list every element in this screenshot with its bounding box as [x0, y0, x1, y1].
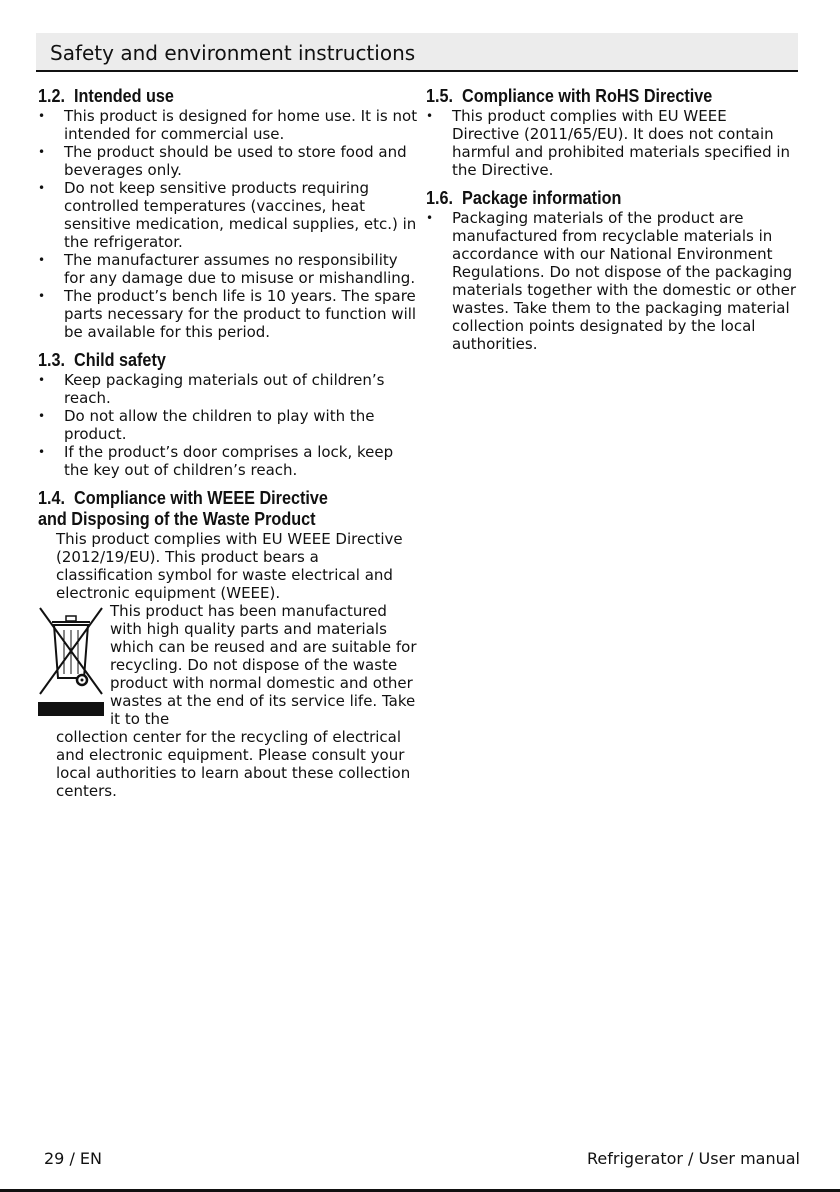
list-item: • The product should be used to store food and beverages only.	[38, 143, 418, 179]
section-heading-package: 1.6. Package information	[426, 188, 622, 208]
list-item: • This product is designed for home use. It is not intended for commercial use.	[38, 107, 418, 143]
section-heading-weee: 1.4. Compliance with WEEE Directive	[38, 488, 328, 508]
list-item: • Packaging materials of the product are manufactured from recyclable materials in accordance with our National Environment Regulations. Do not dispose of the packaging materials together with the domestic or other wastes. Take them to the packaging material collection points designated by the local authorities.	[426, 209, 798, 353]
list-item: • The product’s bench life is 10 years. The spare parts necessary for the product to function will be available for this period.	[38, 287, 418, 341]
weee-intro: This product complies with EU WEEE Directive (2012/19/EU). This product bears a classification symbol for waste electrical and electronic equipment (WEEE).	[56, 530, 403, 602]
left-column	[38, 86, 418, 800]
section-heading-weee-line2: and Disposing of the Waste Product	[38, 509, 316, 529]
list-item: • Keep packaging materials out of children’s reach.	[38, 371, 418, 407]
list-item: • Do not keep sensitive products requiring controlled temperatures (vaccines, heat sensitive medication, medical supplies, etc.) in the refrigerator.	[38, 179, 418, 251]
weee-block	[38, 602, 418, 728]
weee-body-tail: collection center for the recycling of electrical and electronic equipment. Please consult your local authorities to learn about these collection centers.	[56, 728, 411, 800]
page-title: Safety and environment instructions	[50, 41, 416, 65]
section-heading-intended-use: 1.2. Intended use	[38, 86, 174, 106]
section-heading-rohs: 1.5. Compliance with RoHS Directive	[426, 86, 713, 106]
crossed-out-wheelie-bin-icon	[38, 606, 104, 716]
list-item: • Do not allow the children to play with the product.	[38, 407, 418, 443]
right-column	[426, 86, 798, 353]
list-item: • If the product’s door comprises a lock, keep the key out of children’s reach.	[38, 443, 418, 479]
page-header	[36, 33, 798, 72]
list-item: • The manufacturer assumes no responsibility for any damage due to misuse or mishandling.	[38, 251, 418, 287]
rohs-list	[426, 107, 798, 179]
intended-use-list	[38, 107, 418, 341]
child-safety-list	[38, 371, 418, 479]
section-heading-child-safety: 1.3. Child safety	[38, 350, 166, 370]
package-list	[426, 209, 798, 353]
page-number: 29 / EN	[44, 1149, 102, 1168]
document-title: Refrigerator / User manual	[587, 1149, 800, 1168]
weee-body: This product has been manufactured with high quality parts and materials which can be reused and are suitable for recycling. Do not dispose of the waste product with normal domestic and other wastes at the end of its service life. Take it to the	[110, 602, 417, 728]
list-item: • This product complies with EU WEEE Directive (2011/65/EU). It does not contain harmful and prohibited materials specified in the Directive.	[426, 107, 798, 179]
